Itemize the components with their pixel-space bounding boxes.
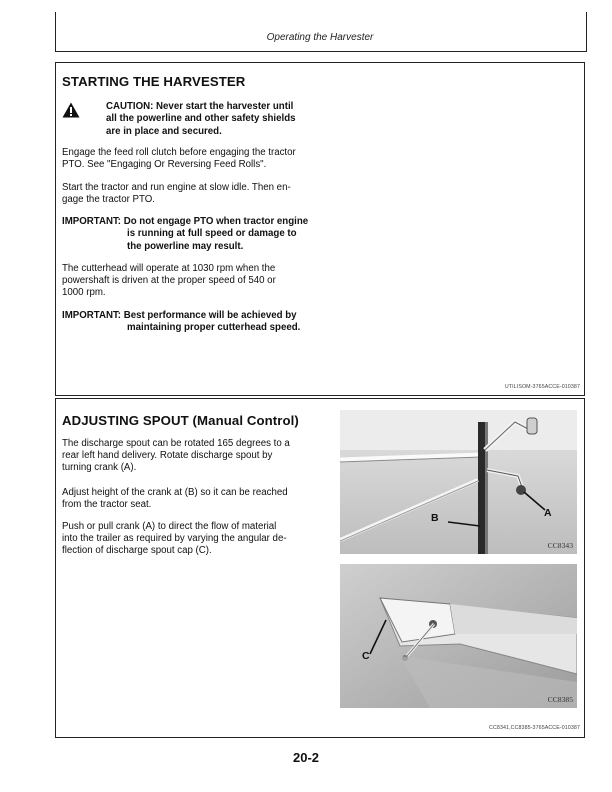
caution-line: all the powerline and other safety shields	[106, 113, 296, 125]
paragraph-push-pull-crank: Push or pull crank (A) to direct the flow of material into the trailer as required by varying the angular de- flection of discharge spout cap (C).	[62, 521, 287, 557]
important-note-performance: IMPORTANT: Best performance will be achieved by maintaining proper cutterhead speed.	[62, 310, 301, 334]
warning-triangle-icon	[62, 102, 80, 118]
caution-text	[106, 101, 296, 138]
caution-line: are in place and secured.	[106, 125, 222, 137]
page-header-title: Operating the Harvester	[266, 32, 374, 43]
section-title: ADJUSTING SPOUT (Manual Control)	[62, 413, 299, 428]
paragraph-cutterhead-rpm: The cutterhead will operate at 1030 rpm when the powershaft is driven at the proper speed of 540 or 1000 rpm.	[62, 263, 276, 299]
spout-cap-illustration	[340, 564, 577, 708]
section-title: STARTING THE HARVESTER	[62, 74, 246, 89]
caution-line: CAUTION: Never start the harvester until	[106, 101, 294, 112]
paragraph-feed-roll: Engage the feed roll clutch before engaging the tractor PTO. See "Engaging Or Reversing Feed Rolls".	[62, 147, 296, 171]
page-number: 20-2	[292, 750, 320, 765]
paragraph-crank-height: Adjust height of the crank at (B) so it can be reached from the tractor seat.	[62, 487, 288, 511]
reference-code: UTILISOM-3765ACCE-010387	[504, 384, 580, 390]
photo-crank-assembly	[340, 410, 577, 554]
callout-label-b: B	[431, 512, 439, 524]
callout-label-c: C	[362, 650, 370, 662]
photo-caption: CC8343	[547, 541, 573, 550]
crank-illustration	[340, 410, 577, 554]
photo-caption: CC8385	[547, 695, 573, 704]
reference-code: CC8341,CC8385-3765ACCE-010387	[489, 725, 580, 731]
photo-spout-cap	[340, 564, 577, 708]
important-note-pto: IMPORTANT: Do not engage PTO when tractor engine is running at full speed or damage to the powerline may result.	[62, 216, 309, 252]
paragraph-start-tractor: Start the tractor and run engine at slow idle. Then en- gage the tractor PTO.	[62, 182, 291, 206]
paragraph-spout-rotation: The discharge spout can be rotated 165 degrees to a rear left hand delivery. Rotate discharge spout by turning crank (A).	[62, 438, 290, 474]
callout-label-a: A	[544, 507, 552, 519]
